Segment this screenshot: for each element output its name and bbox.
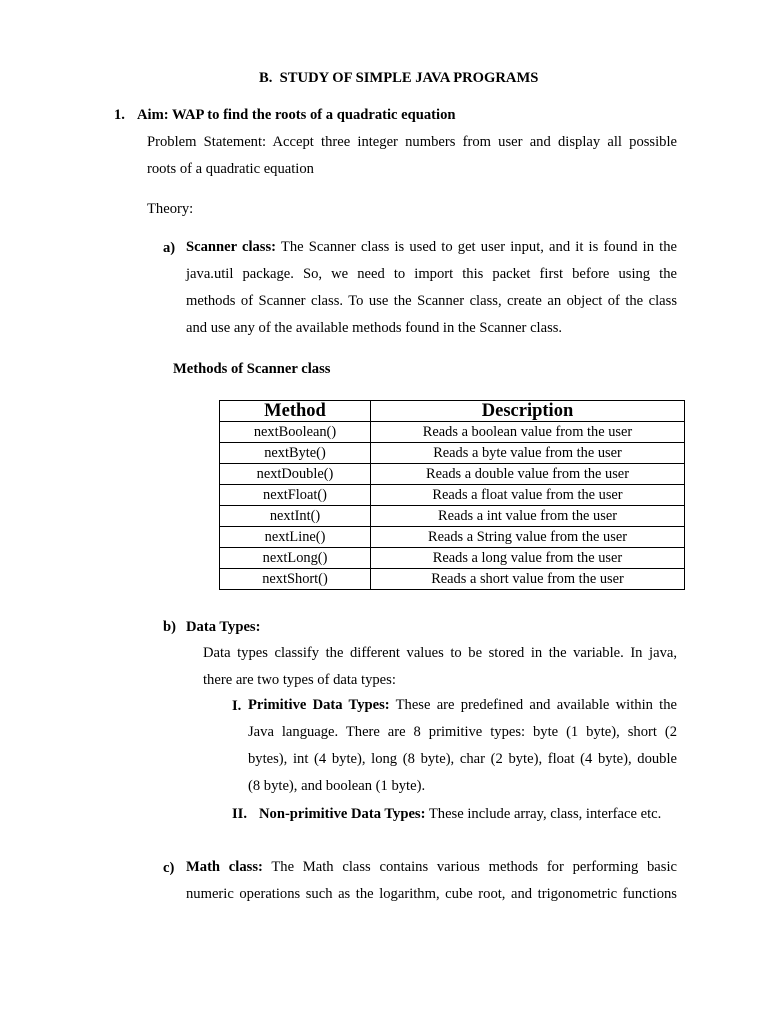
math-paragraph <box>186 854 677 908</box>
math-line: numeric operations such as the logarithm, cube root, and trigonometric functions <box>186 886 677 902</box>
primitive-line: (8 byte), and boolean (1 byte). <box>248 778 426 794</box>
data-types-marker: b) <box>163 619 176 635</box>
problem-line: Problem Statement: Accept three integer numbers from user and display all possible <box>147 134 677 150</box>
method-cell: nextInt() <box>220 506 371 527</box>
aim-number: 1. <box>114 107 125 123</box>
description-cell: Reads a double value from the user <box>371 464 685 485</box>
primitive-marker: I. <box>232 698 242 714</box>
method-cell: nextBoolean() <box>220 422 371 443</box>
scanner-line: and use any of the available methods found in the Scanner class. <box>186 320 563 336</box>
aim-heading: Aim: WAP to find the roots of a quadratic equation <box>137 107 456 123</box>
primitive-line: Java language. There are 8 primitive types: byte (1 byte), short (2 <box>248 724 677 740</box>
methods-table <box>219 400 685 590</box>
primitive-line: bytes), int (4 byte), long (8 byte), char (2 byte), float (4 byte), double <box>248 751 677 767</box>
column-header-description: Description <box>371 401 685 422</box>
data-types-line: Data types classify the different values to be stored in the variable. In java, <box>203 645 677 661</box>
method-cell: nextLong() <box>220 548 371 569</box>
primitive-paragraph <box>248 692 677 800</box>
methods-heading: Methods of Scanner class <box>173 361 331 377</box>
method-cell: nextLine() <box>220 527 371 548</box>
method-cell: nextShort() <box>220 569 371 590</box>
scanner-line: methods of Scanner class. To use the Scanner class, create an object of the class <box>186 293 677 309</box>
description-cell: Reads a String value from the user <box>371 527 685 548</box>
table-row <box>220 464 685 485</box>
description-cell: Reads a int value from the user <box>371 506 685 527</box>
non-primitive-marker: II. <box>232 806 248 822</box>
table-row <box>220 569 685 590</box>
data-types-line: there are two types of data types: <box>203 672 396 688</box>
description-cell: Reads a short value from the user <box>371 569 685 590</box>
description-cell: Reads a float value from the user <box>371 485 685 506</box>
column-header-method: Method <box>220 401 371 422</box>
scanner-line: java.util package. So, we need to import this packet first before using the <box>186 266 677 282</box>
section-title: B. STUDY OF SIMPLE JAVA PROGRAMS <box>259 70 539 86</box>
table-row <box>220 485 685 506</box>
table-row <box>220 422 685 443</box>
data-types-intro <box>203 640 677 694</box>
description-cell: Reads a long value from the user <box>371 548 685 569</box>
description-cell: Reads a byte value from the user <box>371 443 685 464</box>
description-cell: Reads a boolean value from the user <box>371 422 685 443</box>
table-row <box>220 443 685 464</box>
problem-statement <box>147 129 677 183</box>
math-marker: c) <box>163 860 175 876</box>
primitive-heading: Primitive Data Types: <box>248 697 390 713</box>
scanner-line: The Scanner class is used to get user input, and it is found in the <box>276 239 677 255</box>
scanner-marker: a) <box>163 240 176 256</box>
method-cell: nextFloat() <box>220 485 371 506</box>
math-heading: Math class: <box>186 859 263 875</box>
problem-line: roots of a quadratic equation <box>147 161 314 177</box>
method-cell: nextByte() <box>220 443 371 464</box>
table-row <box>220 548 685 569</box>
scanner-paragraph <box>186 234 677 342</box>
table-row <box>220 506 685 527</box>
method-cell: nextDouble() <box>220 464 371 485</box>
table-header-row <box>220 401 685 422</box>
non-primitive-paragraph <box>259 806 661 823</box>
data-types-heading: Data Types: <box>186 619 261 635</box>
math-line: The Math class contains various methods for performing basic <box>262 859 677 875</box>
scanner-heading: Scanner class: <box>186 239 277 255</box>
table-row <box>220 527 685 548</box>
non-primitive-text: These include array, class, interface etc. <box>425 806 662 822</box>
primitive-line: These are predefined and available within the <box>389 697 677 713</box>
non-primitive-heading: Non-primitive Data Types: <box>259 806 426 822</box>
theory-label: Theory: <box>147 201 194 217</box>
